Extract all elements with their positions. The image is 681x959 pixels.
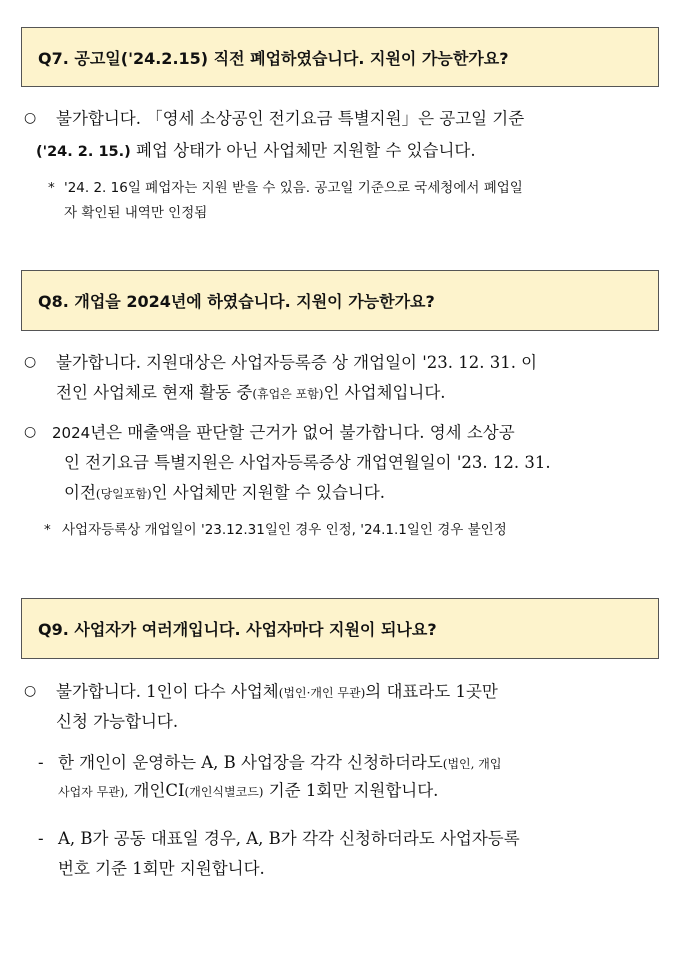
q9-dash-2: -	[38, 829, 44, 848]
q7-note-marker: *	[48, 180, 55, 196]
q9-dash1-line2-small2: (개인식별코드)	[184, 785, 264, 799]
q8-answer1-line2-small: (휴업은 포함)	[252, 387, 324, 401]
q9-question: Q9. 사업자가 여러개입니다. 사업자마다 지원이 되나요?	[38, 620, 437, 639]
q8-answer2-line1	[52, 422, 515, 444]
q7-answer-line2	[36, 140, 476, 163]
q8-answer2-line2: 인 전기요금 특별지원은 사업자등록증상 개업연월일이 '23. 12. 31.	[64, 453, 551, 472]
q9-dash1-line2-small: 사업자 무관),	[58, 785, 129, 799]
q7-note-line1: '24. 2. 16일 폐업자는 지원 받을 수 있음. 공고일 기준으로 국세청에서 폐업일	[64, 180, 523, 196]
q9-dash1-line2-b: 기준 1회만 지원합니다.	[263, 781, 439, 800]
q9-answer1-line1-small: (법인·개인 무관)	[278, 686, 366, 700]
q8-note: 사업자등록상 개업일이 '23.12.31일인 경우 인정, '24.1.1일인 경우 불인정	[62, 522, 507, 538]
q8-answer2-line3-small: (당일포함)	[95, 487, 152, 501]
q9-dash1-line1-small: (법인, 개입	[442, 757, 502, 771]
q7-answer-line2-rest: 폐업 상태가 아닌 사업체만 지원할 수 있습니다.	[130, 141, 476, 160]
q8-bullet-1: ○	[24, 354, 37, 370]
q9-dash2-line1: A, B가 공동 대표일 경우, A, B가 각각 신청하더라도 사업자등록	[58, 829, 520, 848]
q7-question: Q7. 공고일('24.2.15) 직전 폐업하였습니다. 지원이 가능한가요?	[38, 48, 509, 68]
q8-answer1-line2	[56, 382, 446, 405]
q9-answer1-line1-a: 불가합니다. 1인이 다수 사업체	[56, 682, 279, 701]
q9-dash-1: -	[38, 753, 44, 772]
q8-answer2-line3-b: 인 사업체만 지원할 수 있습니다.	[151, 483, 386, 502]
q7-note-line2: 자 확인된 내역만 인정됨	[64, 205, 208, 221]
q9-bullet: ○	[24, 683, 37, 699]
q8-answer2-line3	[64, 482, 385, 505]
q9-answer1-line2: 신청 가능합니다.	[56, 712, 179, 731]
q8-note-marker: *	[44, 522, 51, 538]
q8-question: Q8. 개업을 2024년에 하였습니다. 지원이 가능한가요?	[38, 292, 435, 311]
q8-answer1-line1: 불가합니다. 지원대상은 사업자등록증 상 개업일이 '23. 12. 31. 이	[56, 353, 538, 372]
q8-question-box	[21, 270, 659, 331]
q8-answer2-line1-rest: 년은 매출액을 판단할 근거가 없어 불가합니다. 영세 소상공	[90, 423, 515, 442]
q7-bullet: ○	[24, 110, 37, 126]
q9-question-box	[21, 598, 659, 659]
q8-answer2-year: 2024	[52, 424, 91, 442]
q8-answer2-line3-a: 이전	[64, 483, 96, 502]
q7-announce-date: ('24. 2. 15.)	[36, 144, 131, 160]
q9-answer1-line1	[56, 681, 498, 704]
q7-question-box	[21, 27, 659, 87]
q9-dash1-line1-a: 한 개인이 운영하는 A, B 사업장을 각각 신청하더라도	[58, 753, 443, 772]
q8-answer1-line2-a: 전인 사업체로 현재 활동 중	[56, 383, 253, 402]
q9-dash1-line2-a: 개인CI	[128, 781, 185, 800]
q9-dash1-line2	[58, 780, 438, 803]
q9-dash2-line2: 번호 기준 1회만 지원합니다.	[58, 859, 265, 878]
q8-answer1-line2-b: 인 사업체입니다.	[323, 383, 446, 402]
q8-bullet-2: ○	[24, 424, 37, 440]
q9-dash1-line1	[58, 752, 501, 775]
q9-answer1-line1-b: 의 대표라도 1곳만	[365, 682, 498, 701]
q7-answer-line1: 불가합니다. 「영세 소상공인 전기요금 특별지원」은 공고일 기준	[56, 109, 525, 128]
